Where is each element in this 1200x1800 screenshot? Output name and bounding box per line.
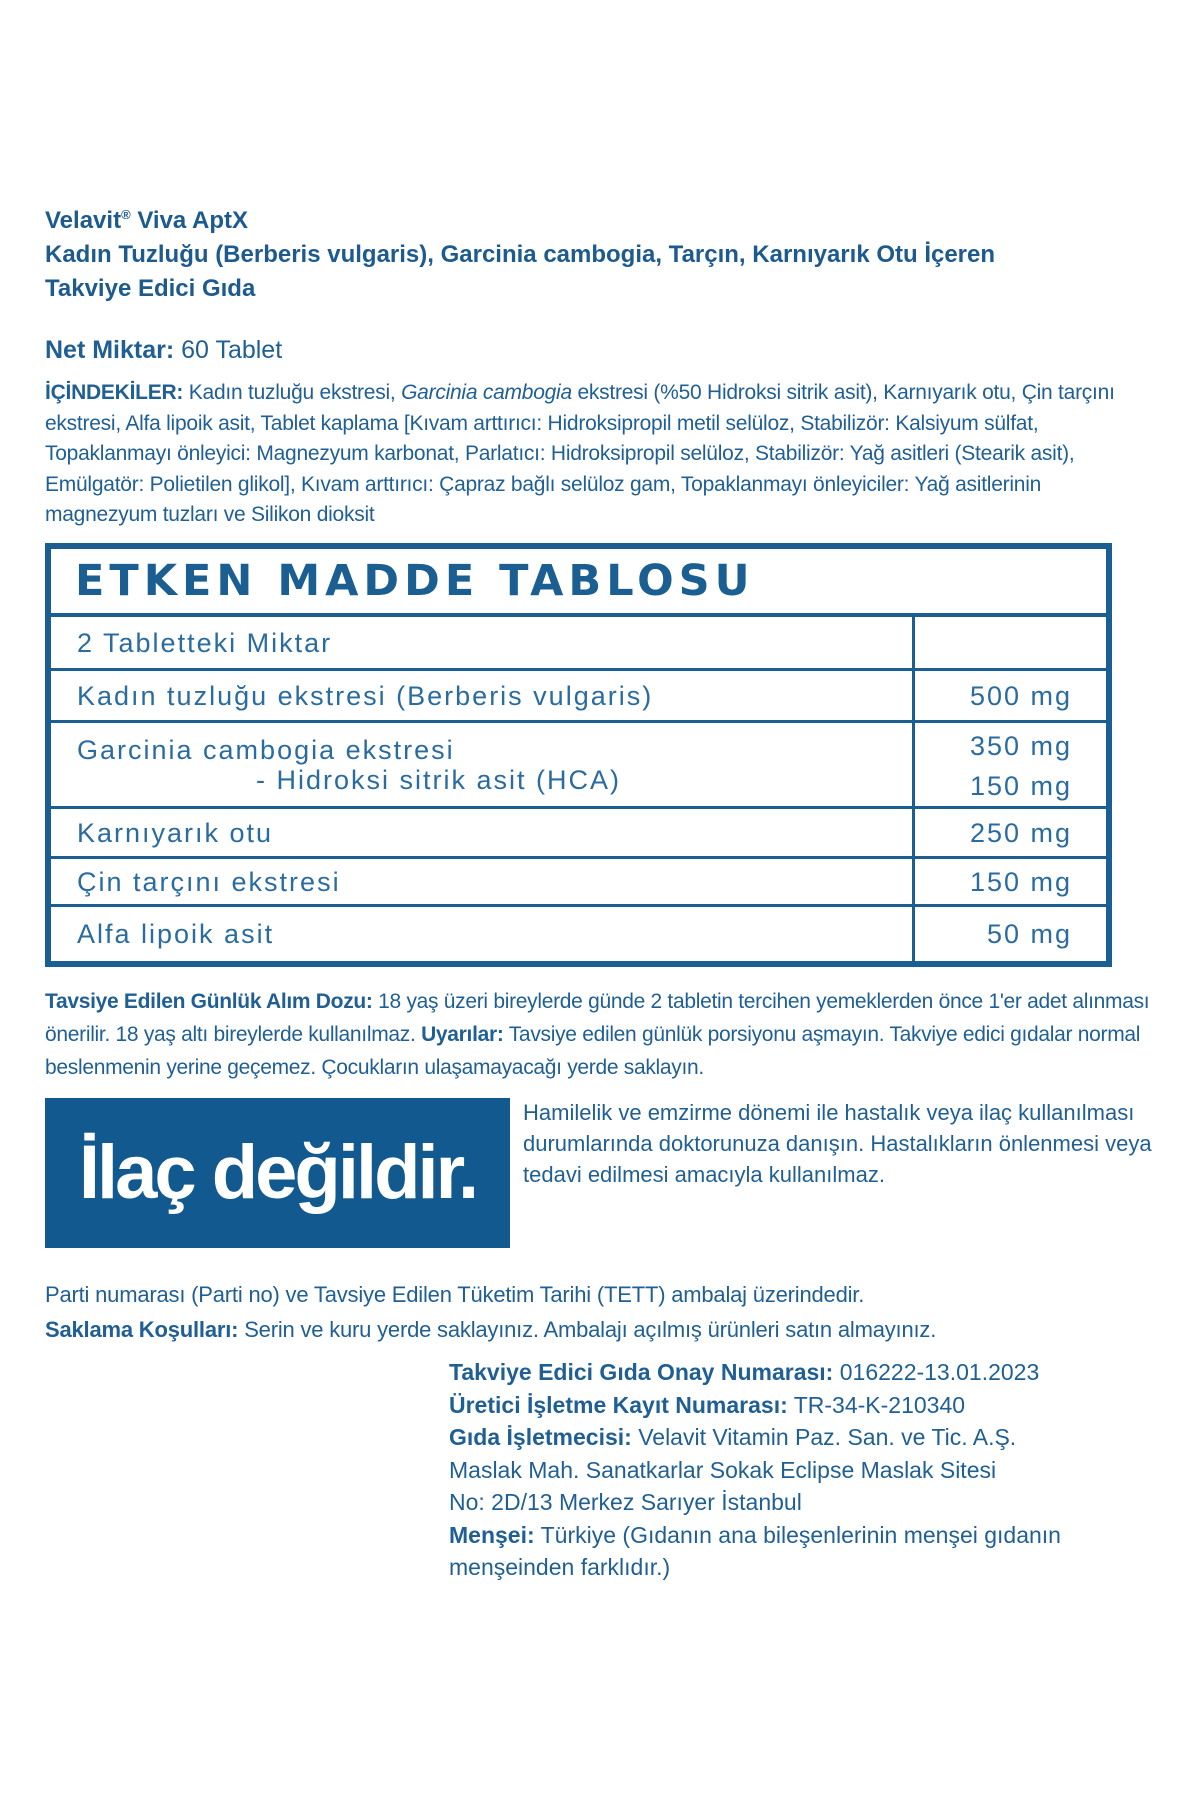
pregnancy-note: Hamilelik ve emzirme dönemi ile hastalık veya ilaç kullanılması durumlarında doktorunuza danışın. Hastalıkların önlenmesi veya tedavi edilmesi amacıyla kullanılmaz. — [523, 1100, 1152, 1187]
product-name-line — [45, 198, 1155, 238]
ingredient-name: Karnıyarık otu — [77, 818, 274, 848]
warnings-label: Uyarılar: — [421, 1023, 504, 1046]
table-row — [51, 723, 1106, 809]
ingredient-amount: 50 mg — [986, 919, 1072, 949]
ingredient-amount: 150 mg — [969, 867, 1072, 897]
origin-value: Türkiye (Gıdanın ana bileşenlerinin menşei gıdanın menşeinden farklıdır.) — [449, 1521, 1061, 1580]
approval-number — [449, 1356, 1179, 1389]
operator-value: Velavit Vitamin Paz. San. ve Tic. A.Ş. — [638, 1424, 1017, 1450]
table-header-label: 2 Tabletteki Miktar — [77, 628, 333, 658]
ingredients-label: İÇİNDEKİLER: — [45, 381, 184, 404]
operator-label: Gıda İşletmecisi: — [449, 1424, 632, 1450]
registry-value: TR-34-K-210340 — [793, 1391, 966, 1418]
approval-value: 016222-13.01.2023 — [839, 1359, 1040, 1385]
registry-label: Üretici İşletme Kayıt Numarası: — [449, 1391, 788, 1418]
product-category: Takviye Edici Gıda — [45, 275, 256, 302]
ingredients-text-1: Kadın tuzluğu ekstresi, — [188, 381, 396, 404]
not-a-drug-banner: İlaç değildir. — [45, 1098, 510, 1248]
ingredient-sub-amount: 150 mg — [969, 771, 1072, 801]
ingredient-name: Kadın tuzluğu ekstresi (Berberis vulgaris) — [77, 681, 654, 711]
ingredients-text-italic: Garcinia cambogia — [401, 381, 572, 404]
ingredient-amount: 500 mg — [969, 681, 1072, 711]
approval-label: Takviye Edici Gıda Onay Numarası: — [449, 1359, 834, 1385]
approval-info — [449, 1356, 1179, 1584]
registered-mark: ® — [121, 207, 131, 222]
product-header — [45, 198, 1155, 306]
ingredient-name: Garcinia cambogia ekstresi — [77, 735, 455, 765]
storage-paragraph — [45, 1277, 1155, 1347]
ingredients-paragraph — [45, 378, 1155, 531]
storage-label: Saklama Koşulları: — [45, 1317, 239, 1342]
food-operator — [449, 1421, 1179, 1454]
table-title: ETKEN MADDE TABLOSU — [51, 549, 1106, 617]
operator-address-2: No: 2D/13 Merkez Sarıyer İstanbul — [449, 1489, 802, 1515]
table-row — [51, 907, 1106, 961]
ingredient-name: Çin tarçını ekstresi — [77, 867, 341, 897]
product-description: Kadın Tuzluğu (Berberis vulgaris), Garcinia cambogia, Tarçın, Karnıyarık Otu İçeren — [45, 241, 996, 268]
storage-text: Serin ve kuru yerde saklayınız. Ambalajı açılmış ürünleri satın almayınız. — [244, 1317, 937, 1342]
table-row — [51, 671, 1106, 723]
table-row — [51, 809, 1106, 859]
net-amount — [45, 333, 1155, 367]
dosage-paragraph — [45, 985, 1155, 1084]
registry-number — [449, 1389, 1179, 1422]
ingredient-name: Alfa lipoik asit — [77, 919, 275, 949]
ingredient-sub-name: - Hidroksi sitrik asit (HCA) — [256, 765, 622, 795]
dosage-label: Tavsiye Edilen Günlük Alım Dozu: — [45, 990, 373, 1013]
table-row — [51, 859, 1106, 907]
storage-conditions — [45, 1312, 1155, 1347]
origin-label: Menşei: — [449, 1521, 535, 1548]
warnings-text: Tavsiye edilen günlük porsiyonu aşmayın. Takviye edici gıdalar normal beslenmenin yerine geçemez. Çocukların ulaşamayacağı yerde saklayın. — [45, 1023, 1141, 1079]
net-amount-label: Net Miktar: — [45, 336, 175, 364]
ingredient-amount: 350 mg — [969, 731, 1072, 761]
product-name: Viva AptX — [137, 207, 249, 234]
ingredients-text-2: ekstresi (%50 Hidroksi sitrik asit), Karnıyarık otu, Çin tarçını ekstresi, Alfa lipoik asit, Tablet kaplama [Kıvam arttırıcı: Hidroksipropil metil selüloz, Stabilizör: Kalsiyum sülfat, Topaklanmayı önleyici: Magnezyum karbonat, Parlatıcı: Hidroksipropil selüloz, Stabilizör: Yağ asitleri (Stearik asit), Emülgatör: Polietilen glikol], Kıvam arttırıcı: Çapraz bağlı selüloz gam, Topaklanmayı önleyiciler: Yağ asitlerinin magnezyum tuzları ve Silikon dioksit — [45, 381, 1115, 526]
origin — [449, 1519, 1179, 1584]
dosage-text: 18 yaş üzeri bireylerde günde 2 tabletin tercihen yemeklerden önce 1'er adet alınması önerilir. 18 yaş altı bireylerde kullanılmaz. — [45, 990, 1150, 1046]
brand-name: Velavit — [45, 207, 122, 234]
ingredient-amount: 250 mg — [969, 818, 1072, 848]
net-amount-value: 60 Tablet — [181, 336, 283, 364]
active-ingredient-table — [45, 543, 1112, 967]
lot-info: Parti numarası (Parti no) ve Tavsiye Edilen Tüketim Tarihi (TETT) ambalaj üzerindedir. — [45, 1282, 865, 1307]
operator-address-1: Maslak Mah. Sanatkarlar Sokak Eclipse Maslak Sitesi — [449, 1456, 997, 1483]
table-header-row — [51, 617, 1106, 671]
